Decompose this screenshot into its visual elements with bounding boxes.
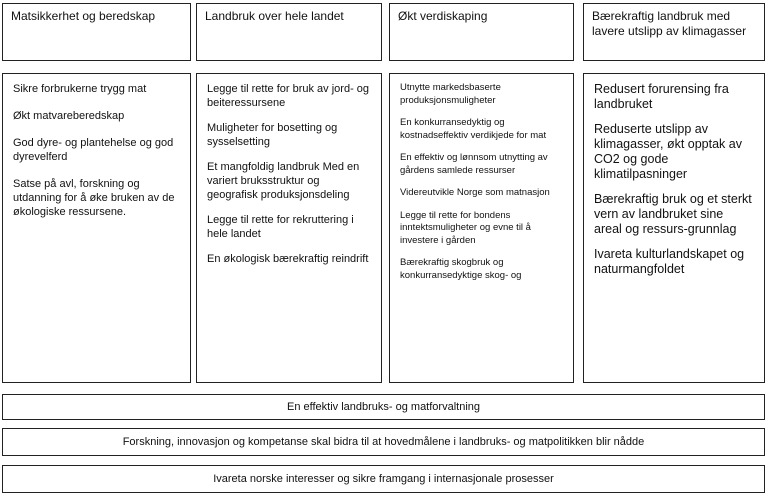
- goal-label: Landbruk over hele landet: [205, 9, 344, 23]
- goal-label: Matsikkerhet og beredskap: [11, 9, 156, 23]
- subgoal-item: Satse på avl, forskning og utdanning for å øke bruken av de økologiske ressursene.: [13, 178, 175, 218]
- subgoal-item: Legge til rette for rekruttering i hele landet: [207, 214, 354, 240]
- subgoal-item: Utnytte markedsbaserte produksjonsmuligheter: [400, 82, 501, 106]
- subgoal-item: Muligheter for bosetting og sysselsetting: [207, 122, 338, 148]
- subgoals-value-creation: [389, 73, 574, 383]
- subgoal-item: Bærekraftig skogbruk og konkurransedyktige skog- og: [400, 257, 522, 281]
- bar-label: Forskning, innovasjon og kompetanse skal bidra til at hovedmålene i landbruks- og matpolitikken blir nådde: [122, 436, 645, 448]
- subgoal-item: Legge til rette for bruk av jord- og beiteressursene: [207, 83, 370, 109]
- subgoals-agriculture-nationwide: [196, 73, 382, 383]
- goal-box-value-creation: [389, 3, 574, 61]
- goal-label: Bærekraftig landbruk med lavere utslipp av klimagasser: [592, 9, 747, 38]
- subgoal-item: Videreutvikle Norge som matnasjon: [400, 187, 550, 198]
- bar-label: Ivareta norske interesser og sikre framgang i internasjonale prosesser: [213, 473, 554, 485]
- subgoal-item: Et mangfoldig landbruk Med en variert bruksstruktur og geografisk produksjonsdeling: [207, 161, 360, 201]
- subgoals-food-security: [2, 73, 191, 383]
- goal-box-sustainable-agriculture: [583, 3, 765, 61]
- subgoal-item: En effektiv og lønnsom utnytting av gårdens samlede ressurser: [400, 152, 548, 176]
- subgoal-item: Økt matvareberedskap: [13, 110, 125, 122]
- goal-box-agriculture-nationwide: [196, 3, 382, 61]
- bar-international-interests: [2, 465, 765, 493]
- subgoal-item: God dyre- og plantehelse og god dyrevelferd: [13, 137, 174, 163]
- bar-research-innovation: [2, 428, 765, 456]
- subgoal-item: Redusert forurensing fra landbruket: [594, 82, 729, 111]
- subgoal-item: En økologisk bærekraftig reindrift: [207, 253, 369, 265]
- subgoal-item: Sikre forbrukerne trygg mat: [13, 83, 147, 95]
- subgoal-item: En konkurransedyktig og kostnadseffektiv verdikjede for mat: [400, 117, 547, 141]
- bar-efficient-administration: [2, 394, 765, 420]
- subgoal-item: Bærekraftig bruk og et sterkt vern av landbruket sine areal og ressurs-grunnlag: [594, 192, 752, 236]
- subgoal-item: Reduserte utslipp av klimagasser, økt opptak av CO2 og gode klimatilpasninger: [594, 122, 742, 181]
- goal-label: Økt verdiskaping: [398, 9, 488, 23]
- subgoal-item: Legge til rette for bondens inntektsmuligheter og evne til å investere i gården: [400, 209, 531, 246]
- bar-label: En effektiv landbruks- og matforvaltning: [286, 401, 480, 413]
- subgoals-sustainable-agriculture: [583, 73, 765, 383]
- subgoal-item: Ivareta kulturlandskapet og naturmangfoldet: [594, 247, 745, 276]
- goal-box-food-security: [2, 3, 191, 61]
